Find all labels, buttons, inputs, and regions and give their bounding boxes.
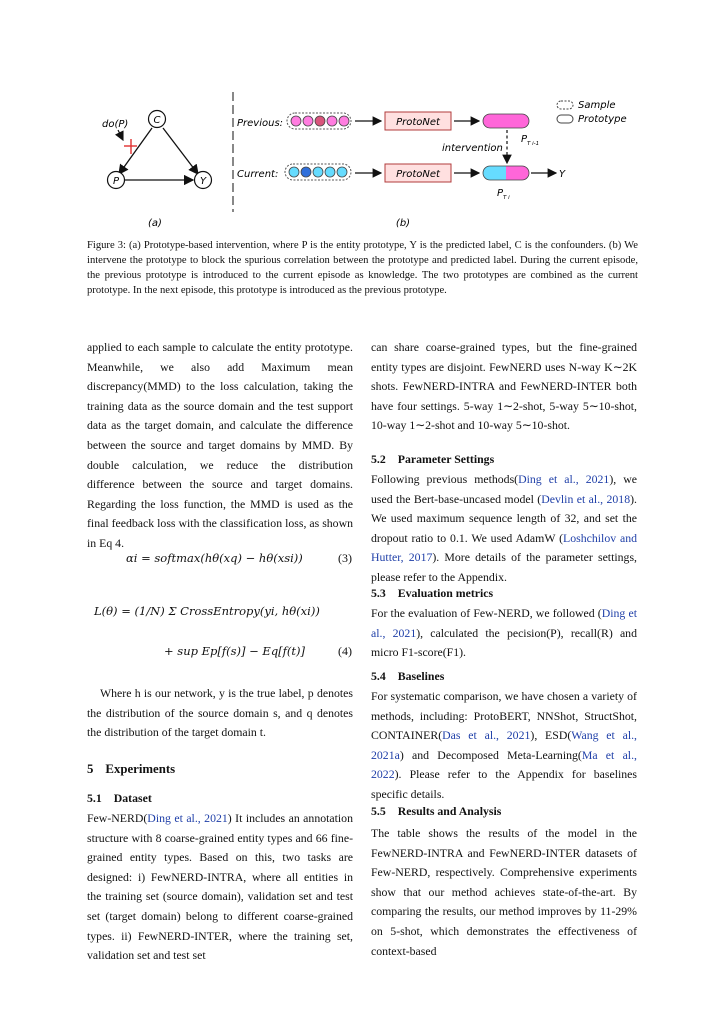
node-c-label: C <box>153 115 161 126</box>
citation-link[interactable]: Devlin et al., 2018 <box>541 491 631 506</box>
equation-4-line1: L(θ) = (1/N) Σ CrossEntropy(yi, hθ(xi)) <box>94 604 320 618</box>
section-5-heading: 5 Experiments <box>87 762 176 776</box>
cur-prototype-label: $P_{T i}$ <box>497 188 510 201</box>
prev-prototype-label: $P_{T i-1}$ <box>521 134 540 147</box>
subfig-b-label: (b) <box>395 218 411 229</box>
paragraph-results: The table shows the results of the model in the FewNERD-INTRA and FewNERD-INTER datasets of Few-NERD, respectively. Comprehensive experiments show that our method achieves state-of-the-art. By comparing the results, our method improves by 11-29% on 5-shot, which demonstrates the effectiveness of context-based <box>371 826 637 958</box>
figure-3 <box>0 0 724 235</box>
paragraph-parameters: Following previous methods(Ding et al., 2021), we used the Bert-base-uncased model (Devlin et al., 2018). We used maximum sequence length of 32, and set the dropout ratio to 0.1. We used AdamW (Loshchilov and Hutter, 2017). More details of the parameter settings, please refer to the Appendix. <box>371 472 637 584</box>
equation-4 <box>94 604 320 618</box>
section-5-4-heading: 5.4 Baselines <box>371 669 445 683</box>
citation-link[interactable]: Ma et al., 2022 <box>371 747 637 782</box>
previous-prototype <box>483 114 529 128</box>
paragraph-mmd: applied to each sample to calculate the entity prototype. Meanwhile, we also add Maximum mean discrepancy(MMD) to the loss calculation, taking the training data as the source domain and the test support data as the target domain, and calculate the difference between the source and target domains by MMD. By double calculation, we reduce the distribution difference between the source and target domains. Regarding the loss function, the MMD is used as the final feedback loss with the classification loss, as shown in Eq 4. <box>87 340 353 550</box>
protonet-previous-label: ProtoNet <box>396 117 440 128</box>
protonet-current-label: ProtoNet <box>396 169 440 180</box>
node-y-label: Y <box>199 176 207 187</box>
equation-4-number: (4) <box>338 644 352 658</box>
output-y-label: Y <box>559 169 566 180</box>
left-column <box>87 338 353 554</box>
intervention-pipeline <box>237 112 566 229</box>
legend-prototype: Prototype <box>578 114 627 125</box>
section-5-5-heading: 5.5 Results and Analysis <box>371 804 502 818</box>
equation-4-line2: + sup Ep[f(s)] − Eq[f(t)] <box>164 644 306 658</box>
citation-link[interactable]: Ding et al., 2021 <box>147 811 228 825</box>
paragraph-baselines: For systematic comparison, we have chosen a variety of methods, including: ProtoBERT, NNShot, StructShot, CONTAINER(Das et al., 2021), ESD(Wang et al., 2021a) and Decomposed Meta-Learning(Ma et al., 2022). Please refer to the Appendix for baselines specific details. <box>371 689 638 801</box>
previous-label: Previous: <box>237 118 284 129</box>
citation-link[interactable]: Ding et al., 2021 <box>371 606 637 640</box>
citation-link[interactable]: Wang et al., 2021a <box>371 728 638 762</box>
paragraph-notation: Where h is our network, y is the true label, p denotes the distribution of the source domain s, and q denotes the distribution of the target domain t. <box>87 686 353 740</box>
citation-link[interactable]: Das et al., 2021 <box>442 728 531 743</box>
paragraph-fewnerd-settings: can share coarse-grained types, but the fine-grained entity types are disjoint. FewNERD uses N-way K∼2K shots. FewNERD-INTRA and FewNERD-INTER both have four settings. 5-way 1∼2-shot, 5-way 5∼10-shot, 10-way 1∼2-shot and 10-way 5∼10-shot. <box>371 340 637 433</box>
section-5-3-heading: 5.3 Evaluation metrics <box>371 586 494 600</box>
paragraph-metrics: For the evaluation of Few-NERD, we followed (Ding et al., 2021), calculated the pecision(P), recall(R) and micro F1-score(F1). <box>371 606 637 660</box>
equation-3-number: (3) <box>338 551 352 565</box>
legend-sample: Sample <box>578 100 616 111</box>
section-5-1-heading: 5.1 Dataset <box>87 791 152 805</box>
node-p-label: P <box>112 176 120 187</box>
section-5-2-heading: 5.2 Parameter Settings <box>371 452 495 466</box>
figure-caption: Figure 3: (a) Prototype-based intervention, where P is the entity prototype, Y is the predicted label, C is the confounders. (b) We intervene the prototype to block the spurious correlation between the prototype and predicted label. During the current episode, the previous prototype is introduced to the current episode as knowledge. The two prototypes are combined as the current prototype. In the next episode, this prototype is introduced as the previous prototype. <box>87 240 638 297</box>
causal-graph <box>102 111 212 230</box>
figure-legend <box>557 100 627 125</box>
current-prototype <box>483 166 529 180</box>
equation-4-continued <box>164 644 305 658</box>
intervention-label: intervention <box>442 143 503 154</box>
equation-3 <box>126 551 303 565</box>
paragraph-dataset: Few-NERD(Ding et al., 2021) It includes an annotation structure with 8 coarse-grained entity types and 66 fine-grained entity types. Based on this, two tasks are designed: i) FewNERD-INTRA, where all entities in the training set (source domain), validation set and test set (target domain) belong to different coarse-grained types. ii) FewNERD-INTER, where the training set, validation set and test set <box>87 811 353 963</box>
citation-link[interactable]: Loshchilov and Hutter, 2017 <box>371 530 637 565</box>
subfig-a-label: (a) <box>148 218 162 229</box>
citation-link[interactable]: Ding et al., 2021 <box>518 472 610 486</box>
current-label: Current: <box>237 169 279 180</box>
do-label: do(P) <box>102 119 129 130</box>
equation-3-body: αi = softmax(hθ(xq) − hθ(xsi)) <box>126 551 303 565</box>
